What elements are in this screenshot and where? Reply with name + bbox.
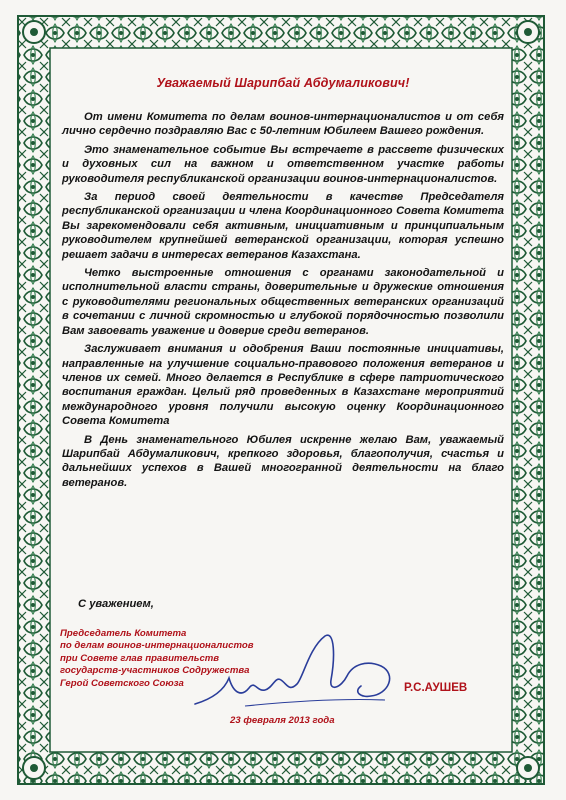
body-paragraph: Заслуживает внимания и одобрения Ваши постоянные инициативы, направленные на улучшение социально-правового положения ветеранов и членов их семей. Много делается в Республике в сфере патриотического воспитания граждан. Целый ряд проведенных в Казахстане мероприятий международного уровня получили высокую оценку Координационного Совета Комитета — [62, 343, 504, 428]
body-paragraph: Четко выстроенные отношения с органами законодательной и исполнительной власти страны, доверительные и дружеские отношения с руководителями региональных общественных ветеранских организаций в сочетании с личной скромностью и глубокой порядочностью позволили Вам завоевать уважение и доверие среди ветеранов. — [62, 267, 504, 337]
signatory-title-line: государств-участников Содружества — [60, 665, 250, 677]
closing-phrase: С уважением, — [78, 598, 154, 610]
body-paragraph: В День знаменательного Юбилея искренне желаю Вам, уважаемый Шарипбай Абдумаликович, крепкого здоровья, благополучия, счастья и дальнейших успехов в Вашей многогранной деятельности на благо ветеранов. — [62, 433, 504, 489]
signatory-title-line: при Совете глав правительств — [60, 652, 220, 664]
signatory-title-line: Герой Советского Союза — [60, 677, 184, 689]
body-paragraph: Это знаменательное событие Вы встречаете в рассвете физических и духовных сил на важном и ответственном участке работы руководителя республиканской организации воинов-интернационалистов. — [62, 143, 504, 185]
body-paragraph: От имени Комитета по делам воинов-интернационалистов и от себя лично сердечно поздравляю Вас с 50-летним Юбилеем Вашего рождения. — [62, 111, 504, 138]
signatory-name: Р.С.АУШЕВ — [404, 682, 468, 694]
signatory-title-line: по делам воинов-интернационалистов — [60, 640, 254, 652]
signatory-title — [60, 628, 350, 690]
letter-greeting: Уважаемый Шарипбай Абдумаликович! — [156, 76, 410, 90]
body-paragraph: За период своей деятельности в качестве Председателя республиканской организации и члена Координационного Совета Комитета Вы зарекомендовали себя активным, инициативным и принципиальным руководителем крупнейшей ветеранской организации, которая успешно решает задачи в интересах ветеранов Казахстана. — [62, 191, 504, 261]
letter-body — [62, 70, 504, 494]
signatory-title-line: Председатель Комитета — [60, 628, 187, 639]
letter-date: 23 февраля 2013 года — [230, 715, 335, 726]
